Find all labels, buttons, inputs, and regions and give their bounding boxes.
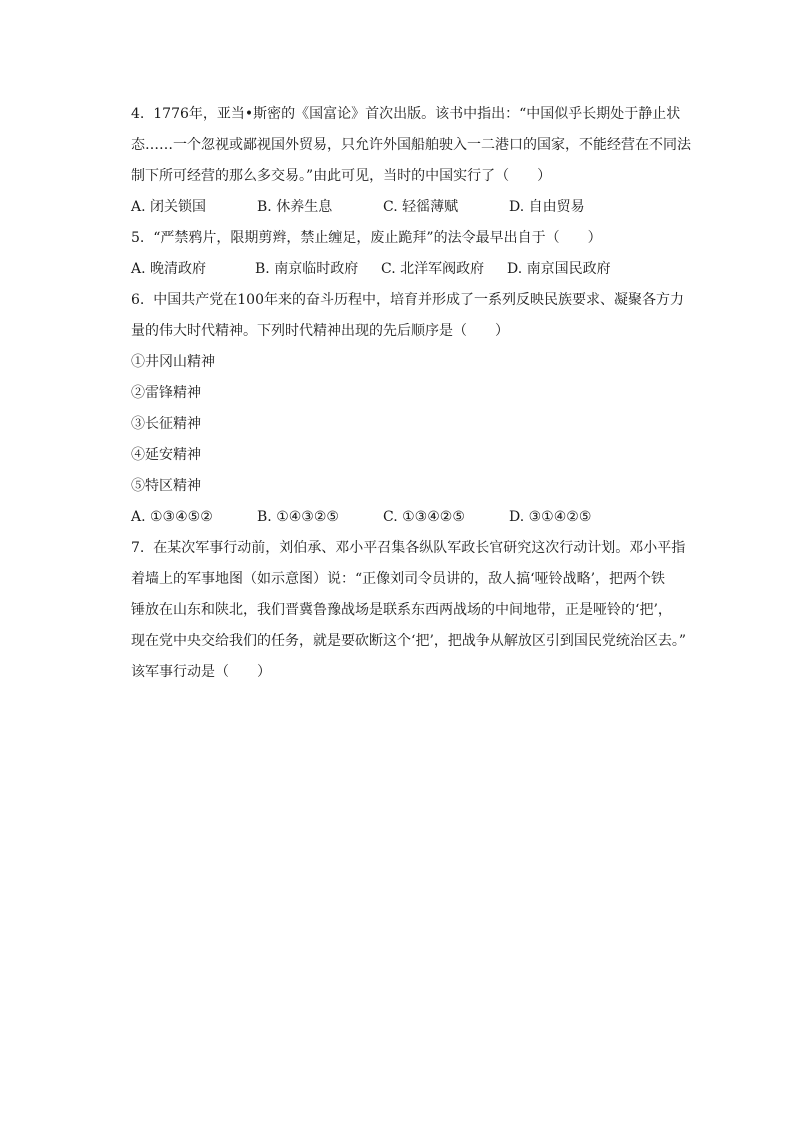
question-6-item-1: ①井冈山精神	[131, 354, 215, 370]
question-6-option-b: B. ①④③②⑤	[257, 509, 339, 525]
question-4-options	[131, 192, 701, 223]
question-7-stem-line-3: 锤放在山东和陕北，我们晋冀鲁豫战场是联系东西两战场的中间地带，正是哑铃的‘把’，	[131, 602, 672, 618]
question-list	[131, 99, 701, 688]
question-7	[131, 533, 701, 688]
question-4-option-d: D. 自由贸易	[509, 199, 585, 215]
question-7-stem-line-5: 该军事行动是（ ）	[131, 664, 271, 680]
question-6-option-a: A. ①③④⑤②	[131, 509, 213, 525]
question-6-item-3: ③长征精神	[131, 416, 201, 432]
question-4-stem-line-3: 制下所可经营的那么多交易。”由此可见，当时的中国实行了（ ）	[131, 168, 552, 184]
question-5	[131, 223, 701, 285]
question-4	[131, 99, 701, 223]
question-6-stem-line-1: 6. 中国共产党在100年来的奋斗历程中，培育并形成了一系列反映民族要求、凝聚各方力	[131, 292, 684, 308]
question-5-option-b: B. 南京临时政府	[255, 261, 359, 277]
question-4-option-a: A. 闭关锁国	[131, 199, 207, 215]
question-5-option-d: D. 南京国民政府	[507, 261, 611, 277]
question-6-stem-line-2: 量的伟大时代精神。下列时代精神出现的先后顺序是（ ）	[131, 323, 509, 339]
question-6-item-5: ⑤特区精神	[131, 478, 201, 494]
question-4-option-b: B. 休养生息	[257, 199, 333, 215]
question-6-option-c: C. ①③④②⑤	[383, 509, 465, 525]
question-4-stem-line-1: 4. 1776年，亚当•斯密的《国富论》首次出版。该书中指出：“中国似乎长期处于静止状	[131, 106, 681, 122]
question-6	[131, 285, 701, 533]
question-7-stem-line-4: 现在党中央交给我们的任务，就是要砍断这个‘把’，把战争从解放区引到国民党统治区去。”	[131, 633, 687, 649]
question-4-stem-line-2: 态……一个忽视或鄙视国外贸易，只允许外国船舶驶入一二港口的国家，不能经营在不同法	[131, 137, 691, 153]
question-7-stem-line-1: 7. 在某次军事行动前，刘伯承、邓小平召集各纵队军政长官研究这次行动计划。邓小平指	[131, 540, 686, 556]
question-5-option-a: A. 晚清政府	[131, 261, 207, 277]
question-5-options	[131, 254, 701, 285]
question-6-options	[131, 502, 701, 533]
question-4-option-c: C. 轻徭薄赋	[383, 199, 459, 215]
question-5-stem-line-1: 5. “严禁鸦片，限期剪辫，禁止缠足，废止跪拜”的法令最早出自于（ ）	[131, 230, 602, 246]
question-6-option-d: D. ③①④②⑤	[509, 509, 592, 525]
question-6-item-2: ②雷锋精神	[131, 385, 201, 401]
question-6-item-4: ④延安精神	[131, 447, 201, 463]
question-7-stem-line-2: 着墙上的军事地图（如示意图）说：“正像刘司令员讲的，敌人搞‘哑铃战略’，把两个铁	[131, 571, 666, 587]
question-5-option-c: C. 北洋军阀政府	[381, 261, 485, 277]
